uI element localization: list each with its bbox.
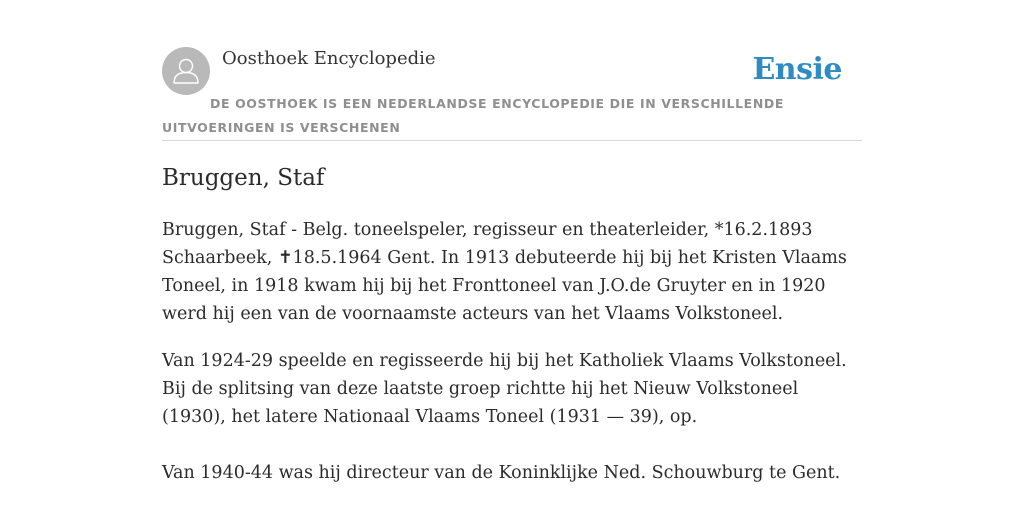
article-paragraph-3: Van 1940-44 was hij directeur van de Koninklijke Ned. Schouwburg te Gent. [162, 463, 841, 483]
article-paragraph-2: Van 1924-29 speelde en regisseerde hij bij het Katholiek Vlaams Volkstoneel. Bij de splitsing van deze laatste groep richtte hij het Nieuw Volkstoneel (1930), het latere Nationaal Vlaams Toneel (1931 — 39), op. [162, 351, 847, 427]
article-title: Bruggen, Staf [162, 165, 325, 191]
site-header [162, 46, 862, 141]
site-tagline: DE OOSTHOEK IS EEN NEDERLANDSE ENCYCLOPEDIE DIE IN VERSCHILLENDE UITVOERINGEN IS VERSCHENEN [162, 96, 784, 135]
brand-logo-link[interactable]: Ensie [752, 52, 842, 87]
article [162, 162, 862, 487]
article-paragraph-1: Bruggen, Staf - Belg. toneelspeler, regisseur en theaterleider, *16.2.1893 Schaarbeek, ✝18.5.1964 Gent. In 1913 debuteerde hij bij het Kristen Vlaams Toneel, in 1918 kwam hij bij het Fronttoneel van J.O.de Gruyter en in 1920 werd hij een van de voornaamste acteurs van het Vlaams Volkstoneel. [162, 220, 847, 324]
user-avatar-icon[interactable] [162, 47, 210, 95]
user-silhouette-icon [162, 47, 210, 95]
site-name-link[interactable]: Oosthoek Encyclopedie [222, 48, 436, 69]
